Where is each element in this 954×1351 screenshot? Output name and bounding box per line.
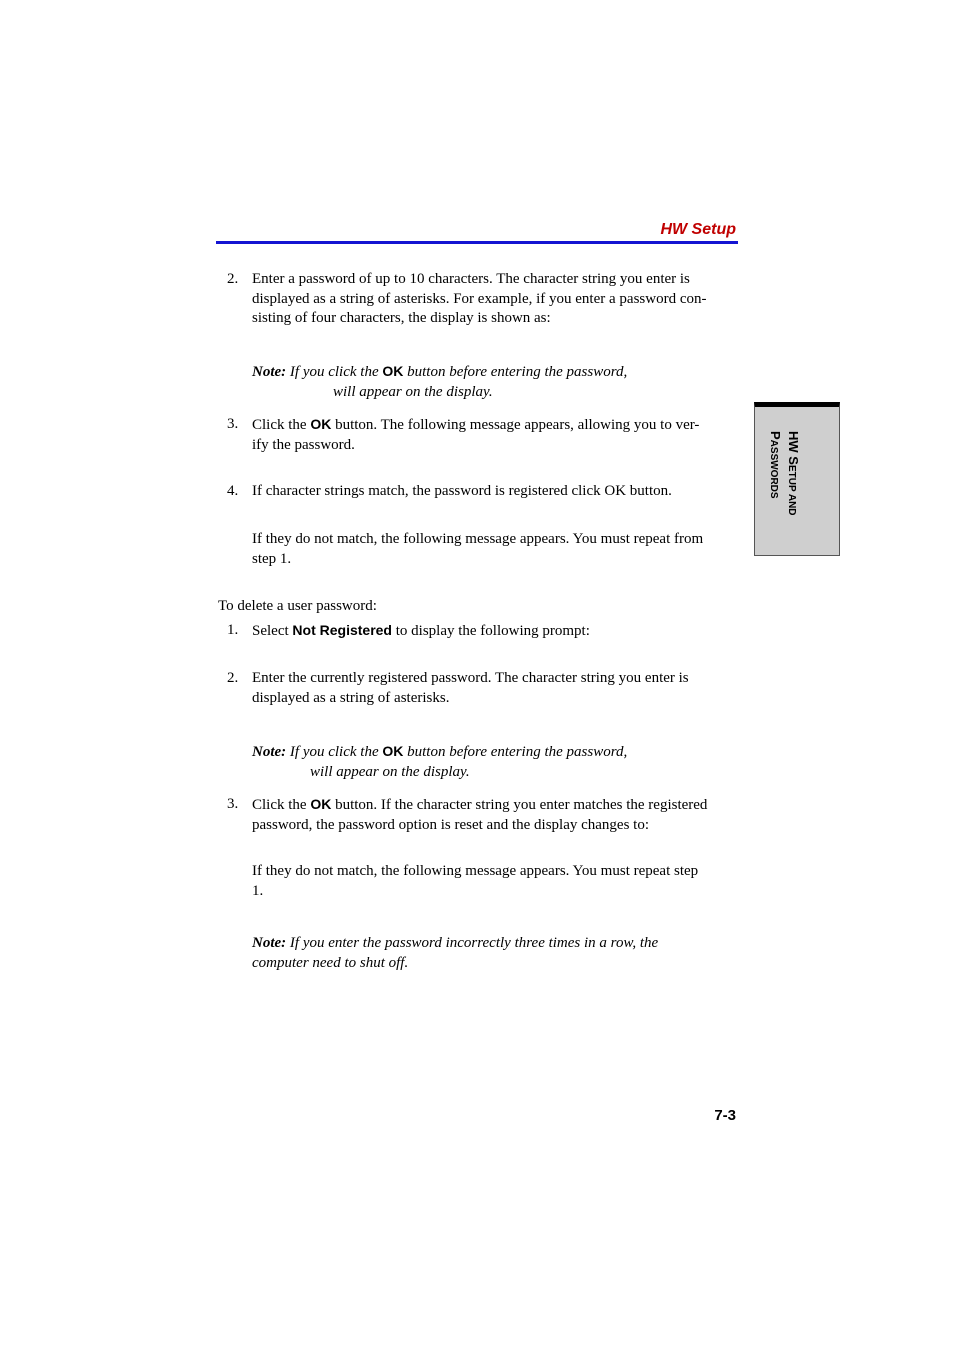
- note-text: will appear on the display.: [310, 763, 470, 780]
- note-label: Note:: [252, 364, 287, 380]
- note-text: button before entering the password,: [403, 364, 628, 380]
- text-line: 1.: [252, 882, 264, 899]
- note-text: If you enter the password incorrectly three times in a row, the: [286, 935, 659, 951]
- note-text: computer need to shut off.: [252, 954, 409, 971]
- text-line: If they do not match, the following message appears. You must repeat step: [252, 863, 699, 879]
- side-tab-line2-a: P: [768, 431, 783, 440]
- header-rule: [216, 241, 738, 244]
- delete-step2-text: [252, 669, 742, 708]
- note-text: will appear on the display.: [333, 383, 493, 400]
- not-registered-label: Not Registered: [292, 622, 392, 638]
- text-line: Enter the currently registered password. The character string you enter is: [252, 670, 689, 686]
- step-number: 2.: [227, 271, 239, 287]
- note-label: Note:: [252, 744, 287, 760]
- note-ok-before-password: [252, 362, 742, 402]
- step-number: 1.: [227, 622, 239, 638]
- running-header-title: HW Setup: [660, 221, 736, 238]
- text: Click the: [252, 797, 311, 813]
- ok-label: OK: [310, 796, 332, 812]
- text: button. The following message appears, allowing you to ver-: [331, 417, 700, 433]
- text-line: ify the password.: [252, 436, 355, 453]
- delete-step3-text: [252, 795, 742, 835]
- text-line: sisting of four characters, the display is shown as:: [252, 310, 551, 326]
- text: to display the following prompt:: [391, 623, 590, 639]
- delete-step1-text: [252, 621, 742, 642]
- ok-label: OK: [382, 743, 404, 759]
- text-line: Enter a password of up to 10 characters. The character string you enter is: [252, 271, 690, 287]
- step-number: 2.: [227, 670, 239, 686]
- text: button. If the character string you enter matches the registered: [331, 797, 708, 813]
- delete-intro: To delete a user password:: [218, 598, 377, 614]
- ok-label: OK: [310, 416, 332, 432]
- text-line: displayed as a string of asterisks.: [252, 689, 450, 706]
- set-step4-text: If character strings match, the password is registered click OK button.: [252, 483, 672, 499]
- note-ok-before-password: [252, 742, 742, 782]
- text-line: password, the password option is reset and the display changes to:: [252, 816, 650, 833]
- set-step2-text: [252, 270, 742, 329]
- step-number: 3.: [227, 416, 239, 432]
- set-mismatch-text: [252, 530, 742, 569]
- note-label: Note:: [252, 935, 287, 951]
- page-number: 7-3: [714, 1107, 736, 1124]
- text: Select: [252, 623, 293, 639]
- set-step3-text: [252, 415, 742, 455]
- text-line: displayed as a string of asterisks. For example, if you enter a password con-: [252, 290, 707, 307]
- step-number: 3.: [227, 796, 239, 812]
- ok-label: OK: [382, 363, 404, 379]
- side-tab-line1-a: HW S: [786, 431, 801, 465]
- side-tab-line1-b: ETUP AND: [786, 464, 797, 516]
- text-line: step 1.: [252, 550, 292, 567]
- side-tab-line2-b: ASSWORDS: [768, 439, 779, 499]
- note-incorrect-password: [252, 934, 742, 973]
- chapter-side-tab: [754, 402, 840, 556]
- note-text: If you click the: [286, 364, 383, 380]
- note-text: button before entering the password,: [403, 744, 628, 760]
- delete-mismatch-text: [252, 862, 742, 901]
- note-text: If you click the: [286, 744, 383, 760]
- side-tab-label: [765, 431, 801, 516]
- text: Click the: [252, 417, 311, 433]
- step-number: 4.: [227, 483, 239, 499]
- text-line: If they do not match, the following message appears. You must repeat from: [252, 531, 704, 547]
